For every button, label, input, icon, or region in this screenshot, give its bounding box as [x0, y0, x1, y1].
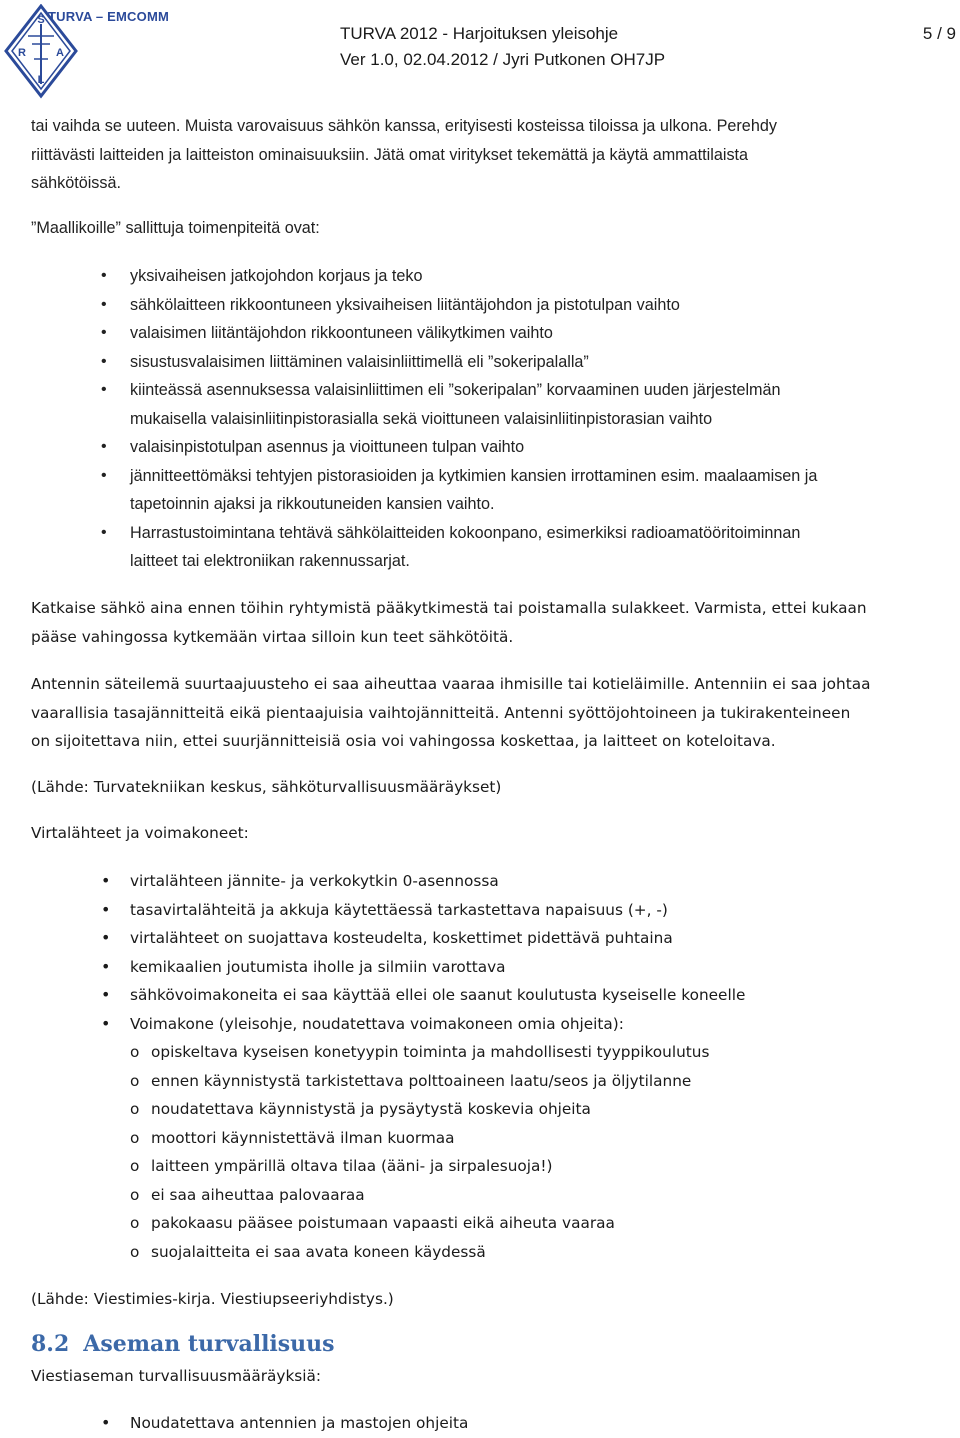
section-number: 8.2	[31, 1331, 70, 1357]
sub-list-item-text: opiskeltava kyseisen konetyypin toiminta ja mahdollisesti tyyppikoulutus	[151, 1043, 710, 1061]
circle-bullet-icon: o	[130, 1157, 140, 1175]
text-line: on sijoitettava niin, ettei suurjännitteisiä osia voi vahingossa koskettaa, ja laitteet on koteloitava.	[31, 732, 776, 750]
circle-bullet-icon: o	[130, 1100, 140, 1118]
sub-list-item	[31, 1067, 936, 1096]
sub-list-item-text: ennen käynnistystä tarkistettava polttoaineen laatu/seos ja öljytilanne	[151, 1071, 692, 1090]
text-line: pääse vahingossa kytkemään virtaa silloin kun teet sähkötöitä.	[31, 627, 514, 646]
header-title: TURVA 2012 - Harjoituksen yleisohje	[340, 24, 619, 43]
circle-bullet-icon: o	[130, 1185, 140, 1204]
bullet-icon: •	[101, 871, 111, 890]
page-number: 5 / 9	[922, 24, 956, 43]
text-line: Katkaise sähkö aina ennen töihin ryhtymistä pääkytkimestä tai poistamalla sulakkeet. Varmista, ettei kukaan	[31, 599, 867, 617]
circle-bullet-icon: o	[130, 1242, 140, 1261]
circle-bullet-icon: o	[130, 1128, 140, 1147]
sub-list-item-text: laitteen ympärillä oltava tilaa (ääni- ja sirpalesuoja!)	[151, 1157, 553, 1175]
list-item	[31, 519, 936, 576]
text-line: vaarallisia tasajännitteitä eikä pientaajuisia vaihtojännitteitä. Antenni syöttöjohtoineen ja tukirakenteineen	[31, 703, 851, 722]
list-item	[31, 867, 936, 896]
source-citation-2: (Lähde: Viestimies-kirja. Viestiupseeriyhdistys.)	[31, 1290, 394, 1308]
bullet-icon: •	[101, 928, 111, 947]
list-item	[31, 376, 936, 433]
list-item-text: yksivaiheisen jatkojohdon korjaus ja teko	[130, 267, 423, 285]
svg-text:L: L	[37, 74, 45, 86]
list-item-text: kiinteässä asennuksessa valaisinliittimen eli ”sokeripalan” korvaaminen uuden järjestelmän	[130, 381, 781, 399]
svg-text:R: R	[18, 47, 26, 59]
sub-list-item	[31, 1152, 936, 1181]
svg-text:S: S	[37, 14, 45, 26]
bullet-icon: •	[101, 381, 107, 398]
source-citation-1: (Lähde: Turvatekniikan keskus, sähköturvallisuusmääräykset)	[31, 778, 502, 796]
intro-paragraph	[31, 112, 936, 198]
header-org: TURVA – EMCOMM	[48, 9, 170, 24]
list-item	[31, 896, 936, 925]
svg-text:A: A	[56, 47, 64, 59]
list-item	[31, 348, 936, 377]
bullet-icon: •	[101, 324, 107, 341]
list-item	[31, 319, 936, 348]
list-item-text: laitteet tai elektroniikan rakennussarjat.	[130, 552, 410, 570]
list-item-text: kemikaalien joutumista iholle ja silmiin varottava	[130, 957, 506, 976]
list-item-text: virtalähteen jännite- ja verkokytkin 0-asennossa	[130, 872, 499, 890]
bullet-icon: •	[101, 438, 107, 455]
text-line: tai vaihda se uuteen. Muista varovaisuus sähkön kanssa, erityisesti kosteissa tiloissa ja ulkona. Perehdy	[31, 117, 777, 135]
list-item	[31, 1409, 936, 1438]
bullet-icon: •	[101, 899, 111, 919]
antenni-paragraph	[31, 670, 936, 756]
bullet-icon: •	[101, 985, 111, 1004]
list-item-text: Noudatettava antennien ja mastojen ohjeita	[130, 1414, 469, 1432]
sub-list-item	[31, 1181, 936, 1210]
text-line: sähkötöissä.	[31, 174, 121, 192]
power-title: Virtalähteet ja voimakoneet:	[31, 824, 249, 842]
list-item	[31, 433, 936, 462]
list-item-text: tasavirtalähteitä ja akkuja käytettäessä tarkastettava napaisuus (+, -)	[130, 900, 668, 919]
generator-list	[31, 1038, 936, 1266]
bullet-icon: •	[101, 1413, 111, 1432]
list-item-text: Harrastustoimintana tehtävä sähkölaitteiden kokoonpano, esimerkiksi radioamatööritoiminnan	[130, 523, 801, 542]
list-item-text: sähkölaitteen rikkoontuneen yksivaiheisen liitäntäjohdon ja pistotulpan vaihto	[130, 295, 680, 314]
text-line: riittävästi laitteiden ja laitteiston ominaisuuksiin. Jätä omat viritykset tekemättä ja käytä ammattilaista	[31, 145, 749, 164]
station-title: Viestiaseman turvallisuusmääräyksiä:	[31, 1367, 322, 1385]
circle-bullet-icon: o	[130, 1043, 140, 1061]
laymen-list	[31, 262, 936, 576]
section-heading	[31, 1331, 335, 1357]
list-item	[31, 981, 936, 1010]
list-item-text: virtalähteet on suojattava kosteudelta, koskettimet pidettävä puhtaina	[130, 929, 673, 947]
sub-list-item	[31, 1238, 936, 1267]
list-item	[31, 1010, 936, 1039]
sub-list-item-text: noudatettava käynnistystä ja pysäytystä koskevia ohjeita	[151, 1100, 591, 1118]
bullet-icon: •	[101, 523, 107, 541]
circle-bullet-icon: o	[130, 1071, 140, 1090]
bullet-icon: •	[101, 1013, 111, 1033]
bullet-icon: •	[101, 295, 107, 313]
bullet-icon: •	[101, 352, 107, 370]
sub-list-item	[31, 1124, 936, 1153]
list-item	[31, 262, 936, 291]
list-item-text: tapetoinnin ajaksi ja rikkoutuneiden kansien vaihto.	[130, 495, 495, 513]
bullet-icon: •	[101, 267, 107, 284]
list-item	[31, 924, 936, 953]
sub-list-item-text: pakokaasu pääsee poistumaan vapaasti eikä aiheuta vaaraa	[151, 1214, 615, 1232]
text-line: Antennin säteilemä suurtaajuusteho ei saa aiheuttaa vaaraa ihmisille tai kotieläimille. Antenniin ei saa johtaa	[31, 675, 871, 693]
list-item-text: sähkövoimakoneita ei saa käyttää ellei ole saanut koulutusta kyseiselle koneelle	[130, 986, 746, 1004]
sub-list-item-text: moottori käynnistettävä ilman kuormaa	[151, 1128, 455, 1147]
katkaise-paragraph	[31, 594, 936, 651]
list-item	[31, 291, 936, 320]
header-version: Ver 1.0, 02.04.2012 / Jyri Putkonen OH7JP	[340, 50, 666, 69]
list-item	[31, 953, 936, 982]
station-list	[31, 1409, 936, 1438]
bullet-icon: •	[101, 956, 111, 976]
list-item-text: valaisinpistotulpan asennus ja vioittuneen tulpan vaihto	[130, 438, 525, 456]
sub-list-item	[31, 1209, 936, 1238]
sub-list-item-text: ei saa aiheuttaa palovaaraa	[151, 1185, 365, 1204]
list-item-text: valaisimen liitäntäjohdon rikkoontuneen välikytkimen vaihto	[130, 324, 553, 342]
list-item	[31, 462, 936, 519]
sub-list-item	[31, 1038, 936, 1067]
power-list	[31, 867, 936, 1038]
sub-list-item-text: suojalaitteita ei saa avata koneen käydessä	[151, 1242, 486, 1261]
sub-list-item	[31, 1095, 936, 1124]
list-item-text: mukaisella valaisinliitinpistorasialla sekä vioittuneen valaisinliitinpistorasian vaihto	[130, 409, 713, 428]
list-item-text: sisustusvalaisimen liittäminen valaisinliittimellä eli ”sokeripalalla”	[130, 352, 589, 371]
list-item-text: jännitteettömäksi tehtyjen pistorasioiden ja kytkimien kansien irrottaminen esim. maalaamisen ja	[130, 466, 818, 485]
section-title: Aseman turvallisuus	[83, 1331, 335, 1357]
bullet-icon: •	[101, 466, 107, 484]
laymen-title: ”Maallikoille” sallittuja toimenpiteitä ovat:	[31, 219, 320, 237]
circle-bullet-icon: o	[130, 1214, 140, 1232]
list-item-text: Voimakone (yleisohje, noudatettava voimakoneen omia ohjeita):	[130, 1014, 624, 1033]
